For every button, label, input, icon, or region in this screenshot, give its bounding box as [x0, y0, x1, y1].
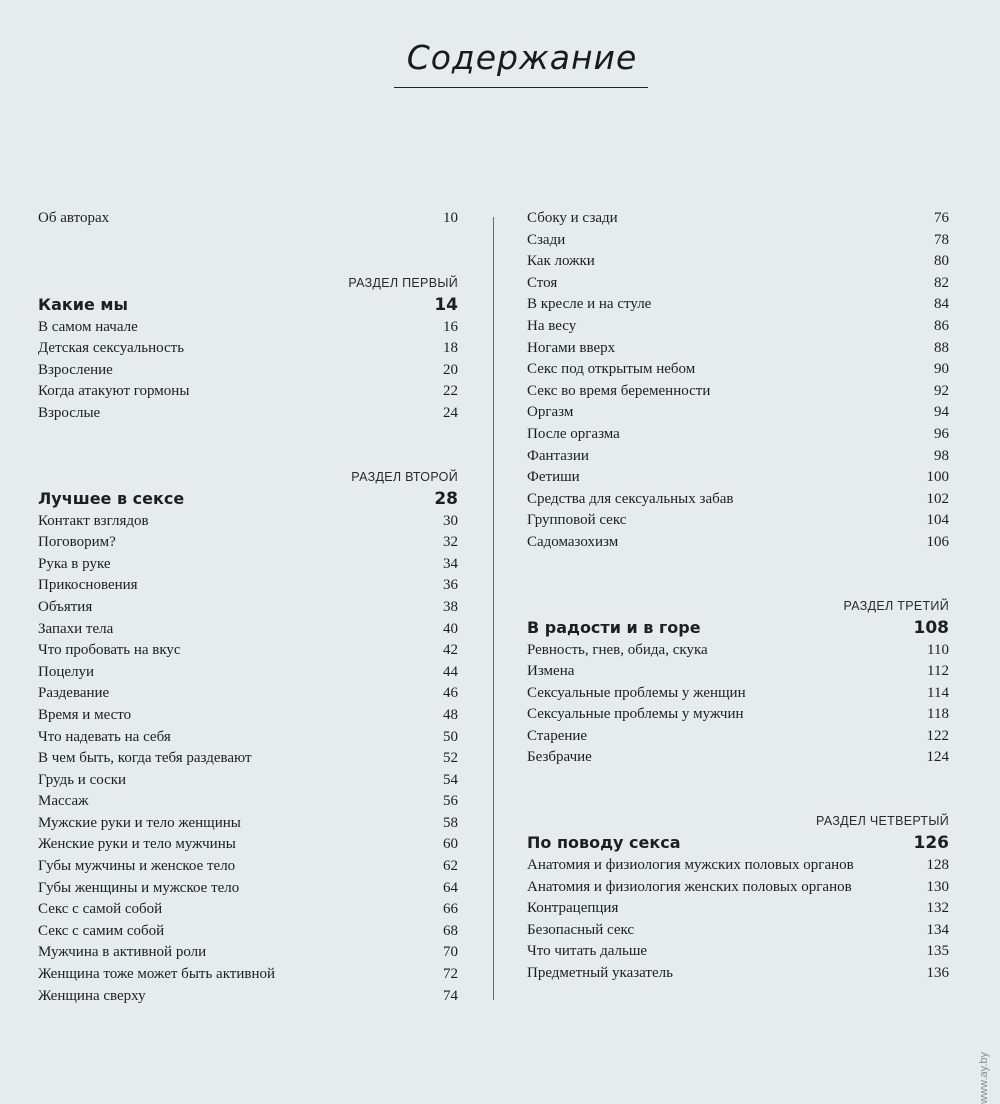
toc-entry [38, 619, 458, 641]
toc-entry [527, 510, 949, 532]
toc-entry-label: Фетиши [527, 469, 580, 486]
toc-entry-page: 74 [443, 987, 458, 1004]
toc-right-column [527, 208, 949, 985]
toc-entry-label: Когда атакуют гормоны [38, 383, 190, 400]
toc-entry-label: Анатомия и физиология женских половых органов [527, 878, 852, 895]
toc-entry-label: Сексуальные проблемы у женщин [527, 684, 746, 701]
toc-entry-page: 92 [934, 382, 949, 399]
toc-entry-page: 134 [926, 921, 949, 938]
toc-entry-page: 86 [934, 317, 949, 334]
toc-entry [38, 554, 458, 576]
toc-entry [527, 359, 949, 381]
toc-entry [527, 747, 949, 769]
toc-entry [527, 230, 949, 252]
toc-entry [527, 941, 949, 963]
toc-entry-label: После оргазма [527, 425, 620, 442]
toc-entry-label: Ногами вверх [527, 339, 616, 356]
section-heading [527, 831, 949, 855]
spacer [38, 230, 458, 273]
toc-entry-page: 20 [443, 361, 458, 378]
toc-entry-label: Сзади [527, 231, 566, 248]
toc-entry-page: 110 [927, 641, 949, 658]
watermark: www.ay.by [978, 1052, 990, 1104]
toc-entry [527, 294, 949, 316]
toc-entry-label: Что читать дальше [527, 943, 648, 960]
toc-entry [38, 511, 458, 533]
section-label: РАЗДЕЛ ЧЕТВЕРТЫЙ [816, 814, 949, 829]
toc-entry-page: 56 [443, 793, 458, 810]
toc-entry-label: Объятия [38, 598, 93, 615]
section-heading [38, 487, 458, 511]
toc-entry [38, 597, 458, 619]
section-heading-label: Лучшее в сексе [38, 488, 185, 508]
toc-entry-page: 98 [934, 447, 949, 464]
toc-entry [527, 920, 949, 942]
toc-entry-label: Как ложки [527, 253, 595, 270]
toc-entry-page: 46 [443, 685, 458, 702]
toc-entry-label: Средства для сексуальных забав [527, 490, 734, 507]
toc-entry [38, 791, 458, 813]
toc-entry-page: 42 [443, 642, 458, 659]
toc-entry [527, 424, 949, 446]
toc-entry [38, 338, 458, 360]
toc-entry [38, 403, 458, 425]
toc-entry-page: 32 [443, 534, 458, 551]
toc-entry [527, 381, 949, 403]
toc-entry-label: Взрослые [38, 404, 101, 421]
toc-entry [38, 705, 458, 727]
toc-entry [527, 704, 949, 726]
toc-entry-label: Что надевать на себя [38, 728, 171, 745]
toc-entry [38, 813, 458, 835]
toc-entry [527, 467, 949, 489]
toc-entry-label: Секс во время беременности [527, 382, 711, 399]
section-heading-page: 126 [913, 833, 949, 854]
toc-entry-page: 22 [443, 383, 458, 400]
toc-entry-label: В чем быть, когда тебя раздевают [38, 750, 252, 767]
toc-entry-label: Губы женщины и мужское тело [38, 879, 240, 896]
toc-entry-page: 58 [443, 814, 458, 831]
toc-entry [527, 446, 949, 468]
toc-entry-label: Оргазм [527, 404, 574, 421]
toc-entry-page: 122 [926, 727, 949, 744]
toc-entry [38, 834, 458, 856]
toc-entry-label: Сбоку и сзади [527, 210, 618, 226]
toc-entry-page: 76 [934, 210, 949, 226]
toc-entry-label: Прикосновения [38, 577, 138, 594]
section-heading-page: 108 [913, 617, 949, 638]
toc-entry-page: 10 [443, 210, 458, 226]
toc-entry-page: 62 [443, 858, 458, 875]
toc-entry-page: 106 [926, 533, 949, 550]
toc-entry-page: 66 [443, 901, 458, 918]
toc-entry-page: 18 [443, 340, 458, 357]
toc-entry-page: 30 [443, 512, 458, 529]
toc-entry-label: Безопасный секс [527, 921, 635, 938]
toc-entry [38, 532, 458, 554]
toc-entry-page: 60 [443, 836, 458, 853]
toc-entry-page: 118 [927, 706, 949, 723]
toc-entry [527, 640, 949, 662]
toc-entry [38, 683, 458, 705]
toc-entry-label: Раздевание [38, 685, 110, 702]
toc-entry-page: 52 [443, 750, 458, 767]
toc-entry [527, 489, 949, 511]
column-divider [493, 217, 494, 1000]
toc-entry-label: Поцелуи [38, 663, 95, 680]
toc-entry [38, 748, 458, 770]
toc-entry-label: Время и место [38, 706, 132, 723]
toc-entry-label: Детская сексуальность [38, 340, 185, 357]
toc-entry [38, 899, 458, 921]
toc-entry-label: В самом начале [38, 318, 138, 335]
toc-entry-page: 16 [443, 318, 458, 335]
toc-entry-page: 136 [926, 965, 949, 982]
toc-entry-label: Женщина тоже может быть активной [38, 966, 276, 983]
toc-entry-page: 40 [443, 620, 458, 637]
toc-entry [527, 963, 949, 985]
title-underline [394, 87, 648, 88]
toc-entry-page: 96 [934, 425, 949, 442]
section-heading [38, 293, 458, 317]
toc-entry-label: Предметный указатель [527, 965, 673, 982]
toc-entry-page: 70 [443, 944, 458, 961]
right-continued-entries [527, 208, 949, 554]
toc-entry-label: Массаж [38, 793, 89, 810]
toc-entry-label: Секс с самим собой [38, 922, 165, 939]
toc-entry [527, 683, 949, 705]
toc-entry-page: 68 [443, 922, 458, 939]
toc-entry [38, 921, 458, 943]
section-heading-page: 14 [434, 294, 458, 315]
spacer [38, 425, 458, 467]
toc-entry [38, 878, 458, 900]
toc-entry-page: 90 [934, 361, 949, 378]
toc-entry-label: Стоя [527, 274, 558, 291]
toc-entry [38, 575, 458, 597]
toc-entry-page: 64 [443, 879, 458, 896]
toc-entry-page: 80 [934, 253, 949, 270]
toc-entry-label: Поговорим? [38, 534, 116, 551]
toc-entry [527, 402, 949, 424]
toc-entry [527, 661, 949, 683]
toc-entry-page: 48 [443, 706, 458, 723]
toc-entry [38, 942, 458, 964]
toc-entry-label: Женщина сверху [38, 987, 146, 1004]
toc-entry-label: Старение [527, 727, 588, 744]
toc-left-column [38, 208, 458, 1007]
toc-entry-page: 124 [926, 749, 949, 766]
left-sections [38, 273, 458, 1008]
toc-entry [527, 532, 949, 554]
toc-entry-label: Секс с самой собой [38, 901, 163, 918]
toc-entry-label: Мужские руки и тело женщины [38, 814, 241, 831]
toc-entry [527, 726, 949, 748]
toc-entry-page: 50 [443, 728, 458, 745]
toc-entry-page: 102 [926, 490, 949, 507]
toc-entry-page: 24 [443, 404, 458, 421]
toc-entry-page: 112 [927, 663, 949, 680]
toc-entry [38, 360, 458, 382]
page-title: Содержание [406, 38, 638, 77]
toc-entry-page: 135 [926, 943, 949, 960]
toc-entry [38, 317, 458, 339]
toc-entry-label: Ревность, гнев, обида, скука [527, 641, 708, 658]
toc-entry-label: Садомазохизм [527, 533, 619, 550]
toc-entry [38, 856, 458, 878]
section-label: РАЗДЕЛ ТРЕТИЙ [843, 598, 949, 613]
toc-entry-page: 84 [934, 296, 949, 313]
toc-entry [38, 640, 458, 662]
toc-entry-page: 38 [443, 598, 458, 615]
toc-entry [527, 273, 949, 295]
toc-entry-label: Контрацепция [527, 900, 619, 917]
toc-entry [38, 727, 458, 749]
section-heading-label: В радости и в горе [527, 617, 701, 637]
toc-entry-page: 44 [443, 663, 458, 680]
toc-entry-label: На весу [527, 317, 577, 334]
toc-entry-page: 54 [443, 771, 458, 788]
toc-entry [527, 208, 949, 230]
toc-entry-page: 78 [934, 231, 949, 248]
toc-entry [38, 662, 458, 684]
toc-entry [527, 898, 949, 920]
toc-entry-label: Запахи тела [38, 620, 114, 637]
toc-entry-label: Мужчина в активной роли [38, 944, 207, 961]
toc-entry [38, 208, 458, 230]
toc-entry [38, 381, 458, 403]
toc-entry-label: Безбрачие [527, 749, 592, 766]
toc-entry-page: 36 [443, 577, 458, 594]
toc-entry-label: Женские руки и тело мужчины [38, 836, 236, 853]
toc-entry-page: 72 [443, 966, 458, 983]
section-heading-page: 28 [434, 488, 458, 509]
toc-entry-label: Измена [527, 663, 575, 680]
toc-entry [527, 877, 949, 899]
toc-entry [38, 770, 458, 792]
section-label: РАЗДЕЛ ВТОРОЙ [351, 469, 458, 484]
toc-entry-label: Рука в руке [38, 555, 111, 572]
toc-entry-page: 130 [926, 878, 949, 895]
toc-entry-label: В кресле и на стуле [527, 296, 652, 313]
toc-entry-label: Об авторах [38, 210, 110, 226]
toc-entry-page: 88 [934, 339, 949, 356]
toc-entry-page: 100 [926, 469, 949, 486]
toc-entry [527, 338, 949, 360]
section-heading-label: По поводу секса [527, 833, 681, 853]
toc-entry-label: Фантазии [527, 447, 589, 464]
toc-entry-page: 114 [927, 684, 949, 701]
right-sections [527, 554, 949, 985]
toc-entry-page: 34 [443, 555, 458, 572]
toc-entry-label: Сексуальные проблемы у мужчин [527, 706, 744, 723]
toc-entry-label: Грудь и соски [38, 771, 127, 788]
toc-entry-label: Анатомия и физиология мужских половых органов [527, 857, 854, 874]
toc-entry-page: 82 [934, 274, 949, 291]
toc-entry [38, 964, 458, 986]
spacer [527, 554, 949, 596]
toc-entry-label: Губы мужчины и женское тело [38, 858, 236, 875]
toc-entry-page: 128 [926, 857, 949, 874]
toc-entry-label: Групповой секс [527, 512, 627, 529]
toc-entry-label: Взросление [38, 361, 113, 378]
toc-entry-label: Секс под открытым небом [527, 361, 696, 378]
section-heading [527, 616, 949, 640]
toc-entry-page: 94 [934, 404, 949, 421]
toc-entry-label: Контакт взглядов [38, 512, 149, 529]
toc-entry-page: 104 [926, 512, 949, 529]
section-heading-label: Какие мы [38, 294, 128, 314]
toc-entry [527, 855, 949, 877]
toc-entry-page: 132 [926, 900, 949, 917]
toc-entry [527, 316, 949, 338]
spacer [527, 769, 949, 811]
toc-entry-label: Что пробовать на вкус [38, 642, 181, 659]
toc-entry [527, 251, 949, 273]
section-label: РАЗДЕЛ ПЕРВЫЙ [348, 275, 458, 290]
toc-entry [38, 986, 458, 1008]
